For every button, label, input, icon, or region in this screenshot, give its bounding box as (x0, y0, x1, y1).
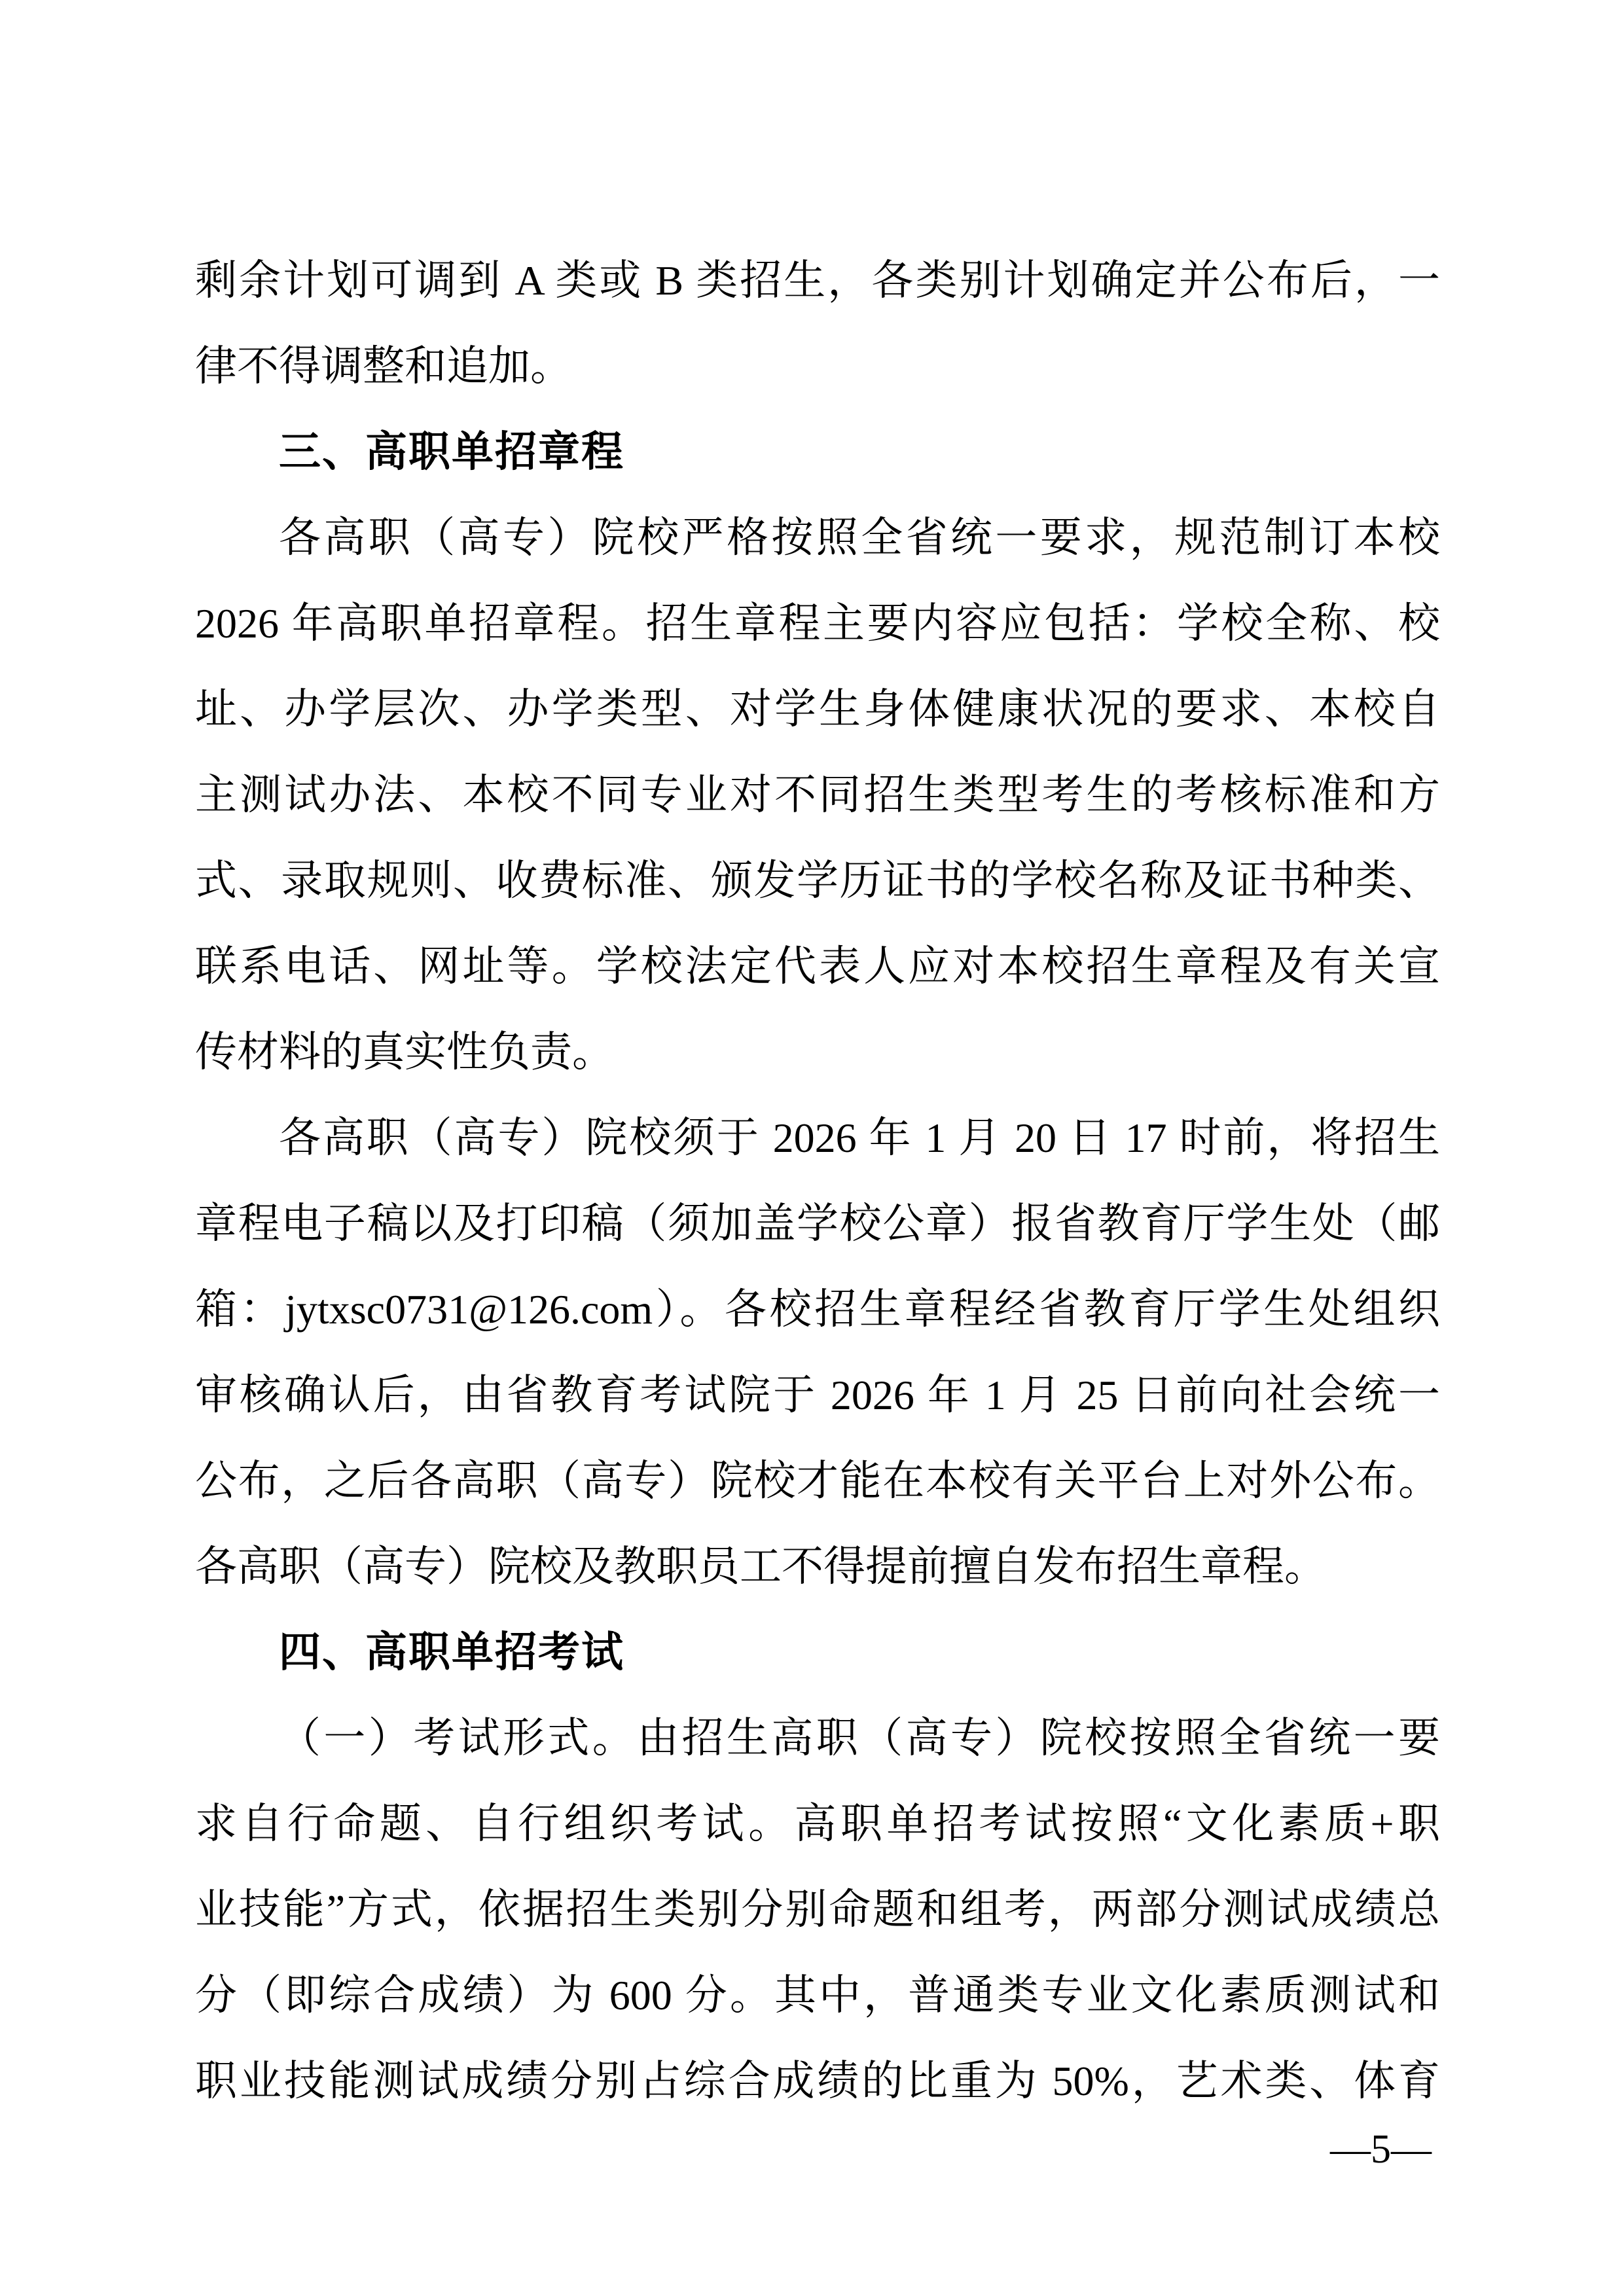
paragraph-line: 章程电子稿以及打印稿（须加盖学校公章）报省教育厅学生处（邮 (195, 1200, 1440, 1247)
paragraph-line: 公布，之后各高职（高专）院校才能在本校有关平台上对外公布。 (195, 1458, 1440, 1504)
paragraph-line: 律不得调整和追加。 (195, 343, 572, 389)
section-heading-4: 四、高职单招考试 (279, 1628, 624, 1676)
document-body (195, 238, 1440, 2124)
paragraph-line: 求自行命题、自行组织考试。高职单招考试按照“文化素质+职 (195, 1801, 1440, 1847)
section-heading-3: 三、高职单招章程 (279, 428, 624, 475)
paragraph-line: 各高职（高专）院校及教职员工不得提前擅自发布招生章程。 (195, 1543, 1326, 1590)
paragraph-line: 剩余计划可调到 A 类或 B 类招生，各类别计划确定并公布后，一 (195, 257, 1440, 304)
paragraph-line: （一）考试形式。由招生高职（高专）院校按照全省统一要 (279, 1715, 1440, 1761)
paragraph-line: 职业技能测试成绩分别占综合成绩的比重为 50%，艺术类、体育 (195, 2058, 1440, 2104)
paragraph-line: 审核确认后，由省教育考试院于 2026 年 1 月 25 日前向社会统一 (195, 1372, 1440, 1418)
paragraph-line: 2026 年高职单招章程。招生章程主要内容应包括：学校全称、校 (195, 600, 1440, 647)
paragraph-line: 分（即综合成绩）为 600 分。其中，普通类专业文化素质测试和 (195, 1972, 1440, 2018)
paragraph-line: 各高职（高专）院校严格按照全省统一要求，规范制订本校 (279, 514, 1440, 561)
paragraph-line-email: 箱：jytxsc0731@126.com）。各校招生章程经省教育厅学生处组织 (195, 1286, 1440, 1333)
paragraph-line: 联系电话、网址等。学校法定代表人应对本校招生章程及有关宣 (195, 943, 1440, 990)
paragraph-line: 业技能”方式，依据招生类别分别命题和组考，两部分测试成绩总 (195, 1886, 1440, 1933)
paragraph-line: 传材料的真实性负责。 (195, 1029, 614, 1075)
paragraph-line: 式、录取规则、收费标准、颁发学历证书的学校名称及证书种类、 (195, 857, 1440, 904)
paragraph-line: 址、办学层次、办学类型、对学生身体健康状况的要求、本校自 (195, 686, 1440, 732)
page-number: —5— (1330, 2127, 1432, 2172)
paragraph-line: 主测试办法、本校不同专业对不同招生类型考生的考核标准和方 (195, 772, 1440, 818)
paragraph-line: 各高职（高专）院校须于 2026 年 1 月 20 日 17 时前，将招生 (279, 1115, 1440, 1161)
